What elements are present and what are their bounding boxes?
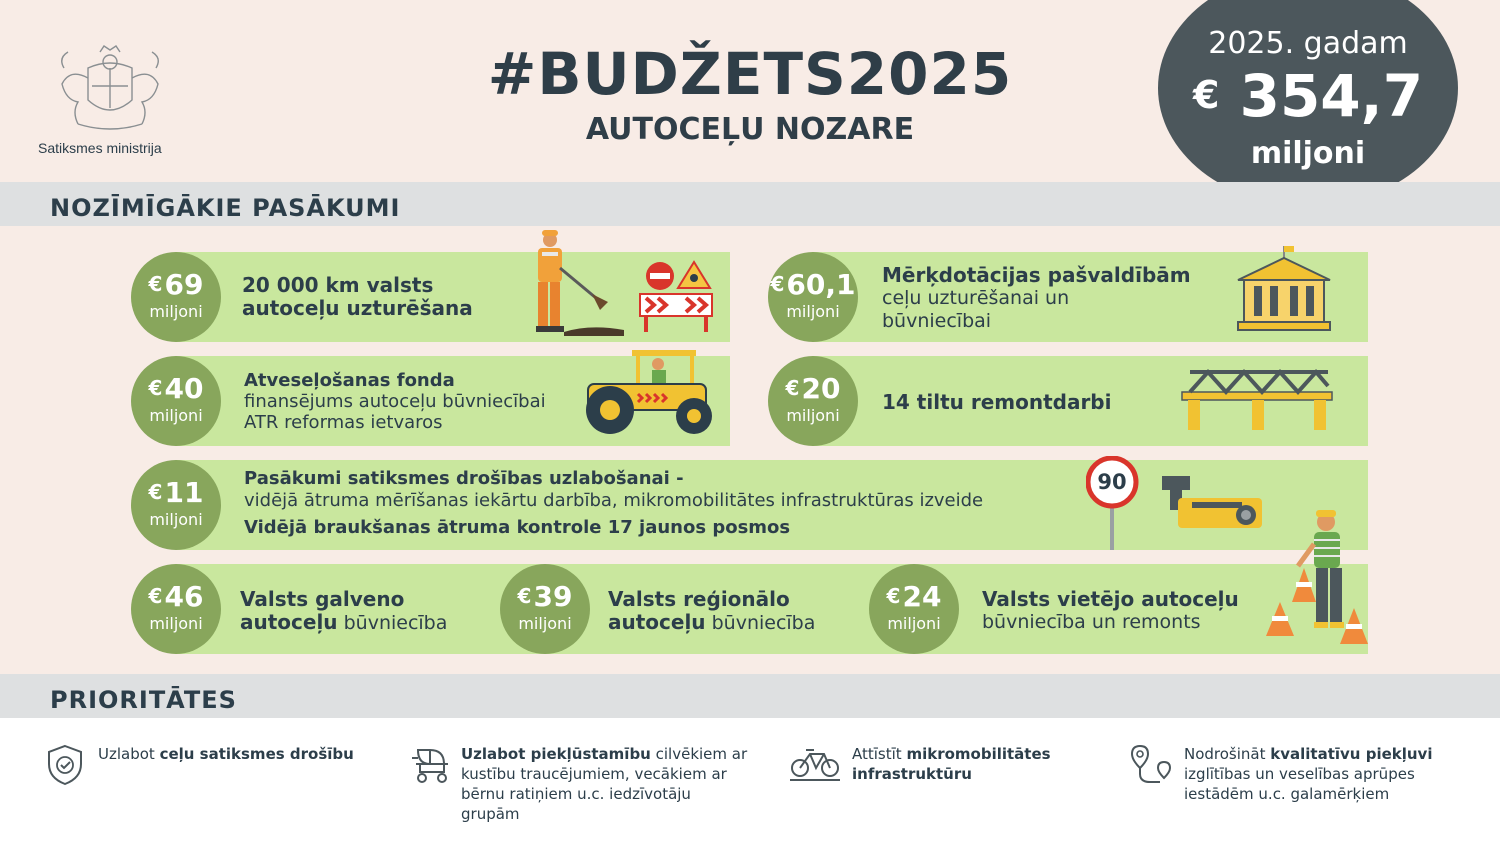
amount-unit: miljoni [149,510,203,529]
measure-line-bold: autoceļu [240,610,338,634]
bridge-icon [1180,368,1334,432]
measure-line-bold: autoceļu [608,610,706,634]
measure-line-rest: būvniecība [337,612,448,634]
total-year-label: 2025. gadam [1208,26,1408,61]
priority-post: cilvēkiem ar kustību traucējumiem, vecākiem ar bērnu ratiņiem u.c. iedzīvotāju grupām [461,745,748,823]
priority-pre: Nodrošināt [1184,745,1271,763]
amount-circle: €20 miljoni [768,356,858,446]
measure-line: 20 000 km valsts [242,273,434,297]
priority-post: izglītības un veselības aprūpes iestādēm u.c. galamērķiem [1184,765,1415,803]
amount-unit: miljoni [149,302,203,321]
amount-unit: miljoni [149,614,203,633]
priorities-section-title: PRIORITĀTES [50,686,237,714]
amount-unit: miljoni [149,406,203,425]
amount-value: 39 [533,580,573,613]
speed-limit-sign-icon [1086,456,1140,552]
measure-line: Vidējā braukšanas ātruma kontrole 17 jaunos posmos [244,517,791,538]
ministry-name: Satiksmes ministrija [38,140,162,156]
measure-line: Mērķdotācijas pašvaldībām [882,263,1191,287]
amount-circle: €39 miljoni [500,564,590,654]
measure-text [882,264,1191,333]
measure-text [244,468,983,539]
measure-text [982,588,1239,634]
amount-value: 20 [801,372,841,405]
measure-line: būvniecība un remonts [982,611,1201,633]
road-barrier-icon [636,258,716,334]
amount-circle: €24 miljoni [869,564,959,654]
amount-circle: €40 miljoni [131,356,221,446]
page-subtitle: AUTOCEĻU NOZARE [585,112,915,147]
page-title: #BUDŽETS2025 [487,40,1013,108]
measure-line: ceļu uzturēšanai un [882,287,1070,309]
priority-text [461,744,751,824]
amount-value: 69 [164,268,204,301]
amount-unit: miljoni [518,614,572,633]
measure-line: vidējā ātruma mērīšanas iekārtu darbība, mikromobilitātes infrastruktūras izveide [244,490,984,511]
amount-circle: €46 miljoni [131,564,221,654]
measure-line: būvniecībai [882,310,992,332]
priority-bold: mikromobilitātes infrastruktūru [852,745,1051,783]
stroller-icon [410,744,452,786]
priority-text [1184,744,1464,804]
road-worker-icon [520,228,630,338]
bicycle-icon [790,746,840,782]
amount-unit: miljoni [786,302,840,321]
amount-value: 11 [164,476,204,509]
total-budget-circle [1158,0,1458,206]
currency-symbol: € [1192,73,1220,117]
amount-value: 40 [164,372,204,405]
coat-of-arms-logo [48,38,172,138]
worker-with-cones-icon [1260,508,1372,650]
measure-line: Atveseļošanas fonda [244,370,455,391]
priority-text [852,744,1092,784]
priority-pre: Attīstīt [852,745,907,763]
amount-unit: miljoni [786,406,840,425]
amount-circle: €11 miljoni [131,460,221,550]
measure-text [608,588,815,635]
measure-line: Valsts vietējo autoceļu [982,587,1239,611]
amount-unit: miljoni [887,614,941,633]
measure-line-rest: būvniecība [705,612,816,634]
total-amount-value: 354,7 [1239,62,1424,130]
measure-line: Valsts reģionālo [608,587,790,611]
amount-value: 24 [902,580,942,613]
speed-camera-icon [1158,472,1270,534]
priority-text [98,744,398,764]
measure-line: autoceļu uzturēšana [242,296,473,320]
measure-line: Valsts galveno [240,587,405,611]
municipality-building-icon [1234,246,1334,334]
priority-bold: Uzlabot piekļūstamību [461,745,651,763]
amount-value: 46 [164,580,204,613]
route-pins-icon [1130,744,1174,786]
measure-text [242,274,473,320]
measure-line: ATR reformas ietvaros [244,412,443,433]
priority-bold: ceļu satiksmes drošību [159,745,354,763]
measure-text [240,588,447,635]
priority-pre: Uzlabot [98,745,160,763]
amount-circle: €60,1 miljoni [768,252,858,342]
priority-bold: kvalitatīvu piekļuvi [1270,745,1433,763]
total-unit: miljoni [1250,136,1366,171]
shield-check-icon [46,744,84,786]
measure-text [244,370,546,433]
amount-value: 60,1 [786,268,856,301]
measures-section-title: NOZĪMĪGĀKIE PASĀKUMI [50,194,401,222]
measure-line: finansējums autoceļu būvniecībai [244,391,546,412]
measure-line: Pasākumi satiksmes drošības uzlabošanai - [244,468,684,489]
road-roller-icon [578,346,718,438]
total-amount [1158,62,1458,130]
amount-circle: €69 miljoni [131,252,221,342]
speed-limit-value: 90 [1097,470,1127,494]
measure-text: 14 tiltu remontdarbi [882,390,1112,414]
